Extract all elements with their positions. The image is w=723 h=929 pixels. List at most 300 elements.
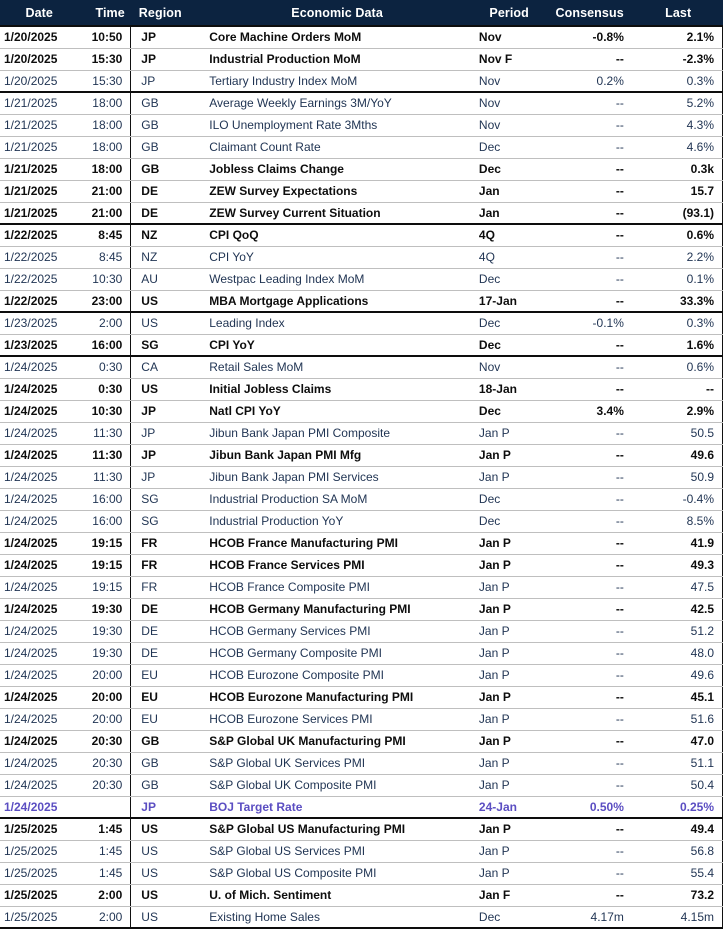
cell-region: DE [131,202,201,224]
cell-economic-data: CPI YoY [201,334,473,356]
cell-last: 47.0 [634,730,723,752]
cell-last: 0.3k [634,158,723,180]
cell-region: FR [131,554,201,576]
cell-date: 1/24/2025 [0,378,78,400]
cell-economic-data: U. of Mich. Sentiment [201,884,473,906]
cell-economic-data: Industrial Production YoY [201,510,473,532]
cell-consensus: -- [545,598,634,620]
cell-consensus: -- [545,158,634,180]
cell-time: 1:45 [78,818,130,840]
cell-date: 1/25/2025 [0,884,78,906]
cell-date: 1/24/2025 [0,752,78,774]
cell-last: 0.6% [634,224,723,246]
cell-last: 2.9% [634,400,723,422]
cell-consensus: -0.1% [545,312,634,334]
cell-period: Nov [473,70,545,92]
cell-region: US [131,862,201,884]
cell-consensus: -- [545,268,634,290]
cell-economic-data: BOJ Target Rate [201,796,473,818]
table-row[interactable] [0,466,723,488]
table-row[interactable] [0,884,723,906]
table-row[interactable] [0,752,723,774]
cell-consensus: -- [545,884,634,906]
cell-time: 11:30 [78,422,130,444]
cell-time: 16:00 [78,510,130,532]
cell-region: GB [131,114,201,136]
cell-date: 1/22/2025 [0,268,78,290]
cell-last: 50.9 [634,466,723,488]
cell-consensus: -- [545,576,634,598]
cell-region: US [131,312,201,334]
cell-last: 49.6 [634,444,723,466]
table-row[interactable] [0,554,723,576]
cell-last: 0.3% [634,312,723,334]
cell-date: 1/24/2025 [0,444,78,466]
cell-region: US [131,840,201,862]
table-row[interactable] [0,224,723,246]
cell-date: 1/24/2025 [0,664,78,686]
cell-last: -2.3% [634,48,723,70]
table-row[interactable] [0,378,723,400]
table-row[interactable] [0,268,723,290]
cell-economic-data: Retail Sales MoM [201,356,473,378]
cell-period: 24-Jan [473,796,545,818]
cell-last: 73.2 [634,884,723,906]
table-row[interactable] [0,48,723,70]
cell-economic-data: Existing Home Sales [201,906,473,928]
table-row[interactable] [0,532,723,554]
cell-consensus: -- [545,290,634,312]
cell-consensus: -- [545,180,634,202]
cell-region: SG [131,510,201,532]
cell-last: 42.5 [634,598,723,620]
table-row[interactable] [0,202,723,224]
cell-consensus: -- [545,48,634,70]
table-row[interactable] [0,400,723,422]
cell-period: Dec [473,136,545,158]
cell-period: Jan P [473,466,545,488]
cell-economic-data: Claimant Count Rate [201,136,473,158]
table-row[interactable] [0,664,723,686]
table-row[interactable] [0,334,723,356]
cell-last: 0.3% [634,70,723,92]
cell-economic-data: S&P Global UK Composite PMI [201,774,473,796]
cell-consensus: 3.4% [545,400,634,422]
cell-time: 0:30 [78,356,130,378]
cell-consensus: -- [545,378,634,400]
cell-time: 11:30 [78,444,130,466]
cell-last: 50.5 [634,422,723,444]
cell-economic-data: Westpac Leading Index MoM [201,268,473,290]
cell-period: Jan P [473,686,545,708]
table-row[interactable] [0,158,723,180]
cell-consensus: -- [545,708,634,730]
cell-consensus: -- [545,466,634,488]
cell-economic-data: S&P Global US Services PMI [201,840,473,862]
cell-time: 15:30 [78,70,130,92]
cell-date: 1/22/2025 [0,224,78,246]
cell-region: NZ [131,224,201,246]
cell-last: 4.15m [634,906,723,928]
cell-region: US [131,884,201,906]
cell-time: 19:30 [78,642,130,664]
cell-time: 20:00 [78,708,130,730]
cell-period: Jan P [473,730,545,752]
cell-consensus: -- [545,730,634,752]
cell-region: US [131,906,201,928]
cell-date: 1/21/2025 [0,180,78,202]
cell-date: 1/21/2025 [0,136,78,158]
cell-consensus: -0.8% [545,26,634,48]
cell-time: 21:00 [78,180,130,202]
cell-region: DE [131,642,201,664]
cell-last: (93.1) [634,202,723,224]
cell-last: 51.6 [634,708,723,730]
cell-economic-data: HCOB Germany Manufacturing PMI [201,598,473,620]
cell-period: Dec [473,268,545,290]
column-header-consensus[interactable]: Consensus [545,0,634,26]
cell-time: 19:15 [78,554,130,576]
table-row[interactable] [0,70,723,92]
cell-period: Jan P [473,708,545,730]
cell-economic-data: S&P Global US Manufacturing PMI [201,818,473,840]
column-header-time[interactable]: Time [78,0,130,26]
cell-region: SG [131,488,201,510]
cell-consensus: -- [545,862,634,884]
cell-date: 1/20/2025 [0,48,78,70]
cell-consensus: -- [545,136,634,158]
cell-economic-data: S&P Global UK Services PMI [201,752,473,774]
cell-period: Jan P [473,862,545,884]
cell-period: Jan P [473,774,545,796]
cell-last: 51.2 [634,620,723,642]
cell-time: 20:00 [78,664,130,686]
cell-region: GB [131,774,201,796]
column-header-region[interactable]: Region [131,0,201,26]
cell-consensus: -- [545,92,634,114]
cell-date: 1/24/2025 [0,774,78,796]
table-row[interactable] [0,422,723,444]
cell-economic-data: HCOB Eurozone Manufacturing PMI [201,686,473,708]
cell-date: 1/24/2025 [0,466,78,488]
table-row[interactable] [0,708,723,730]
column-header-date[interactable]: Date [0,0,78,26]
cell-last: 50.4 [634,774,723,796]
cell-date: 1/24/2025 [0,488,78,510]
cell-period: Nov [473,26,545,48]
cell-date: 1/24/2025 [0,356,78,378]
cell-region: EU [131,664,201,686]
table-row[interactable] [0,598,723,620]
cell-consensus: -- [545,488,634,510]
cell-date: 1/24/2025 [0,554,78,576]
table-row[interactable] [0,444,723,466]
table-row[interactable] [0,818,723,840]
cell-period: Jan P [473,818,545,840]
cell-time: 23:00 [78,290,130,312]
cell-economic-data: CPI QoQ [201,224,473,246]
cell-region: SG [131,334,201,356]
cell-consensus: -- [545,840,634,862]
cell-consensus: -- [545,246,634,268]
cell-economic-data: Core Machine Orders MoM [201,26,473,48]
cell-consensus: -- [545,224,634,246]
cell-time: 21:00 [78,202,130,224]
cell-date: 1/20/2025 [0,26,78,48]
cell-time: 19:30 [78,598,130,620]
cell-consensus: -- [545,554,634,576]
table-row[interactable] [0,862,723,884]
cell-economic-data: Jobless Claims Change [201,158,473,180]
cell-consensus: -- [545,818,634,840]
cell-economic-data: Tertiary Industry Index MoM [201,70,473,92]
cell-economic-data: ZEW Survey Current Situation [201,202,473,224]
table-row[interactable] [0,840,723,862]
cell-date: 1/24/2025 [0,686,78,708]
cell-period: Dec [473,510,545,532]
cell-economic-data: CPI YoY [201,246,473,268]
cell-date: 1/25/2025 [0,862,78,884]
table-row[interactable] [0,114,723,136]
cell-region: GB [131,158,201,180]
cell-economic-data: MBA Mortgage Applications [201,290,473,312]
cell-last: 0.25% [634,796,723,818]
cell-period: Jan P [473,642,545,664]
cell-last: 45.1 [634,686,723,708]
cell-time: 19:15 [78,532,130,554]
cell-date: 1/23/2025 [0,312,78,334]
cell-last: -- [634,378,723,400]
cell-economic-data: Industrial Production SA MoM [201,488,473,510]
cell-consensus: -- [545,202,634,224]
cell-date: 1/21/2025 [0,202,78,224]
cell-last: 1.6% [634,334,723,356]
cell-economic-data: Average Weekly Earnings 3M/YoY [201,92,473,114]
cell-economic-data: Jibun Bank Japan PMI Mfg [201,444,473,466]
cell-date: 1/22/2025 [0,246,78,268]
cell-region: JP [131,400,201,422]
cell-region: EU [131,686,201,708]
cell-last: -0.4% [634,488,723,510]
cell-date: 1/24/2025 [0,576,78,598]
cell-region: GB [131,136,201,158]
cell-period: Jan P [473,664,545,686]
table-row[interactable] [0,642,723,664]
cell-consensus: -- [545,686,634,708]
cell-region: US [131,818,201,840]
cell-region: DE [131,598,201,620]
cell-last: 55.4 [634,862,723,884]
cell-consensus: -- [545,752,634,774]
cell-last: 2.2% [634,246,723,268]
cell-last: 48.0 [634,642,723,664]
cell-economic-data: HCOB Eurozone Composite PMI [201,664,473,686]
cell-date: 1/24/2025 [0,708,78,730]
cell-economic-data: HCOB France Composite PMI [201,576,473,598]
cell-last: 5.2% [634,92,723,114]
cell-time: 20:30 [78,774,130,796]
cell-date: 1/21/2025 [0,158,78,180]
cell-consensus: -- [545,642,634,664]
table-row[interactable] [0,26,723,48]
cell-consensus: 0.2% [545,70,634,92]
cell-region: JP [131,444,201,466]
cell-region: DE [131,620,201,642]
cell-economic-data: HCOB France Manufacturing PMI [201,532,473,554]
cell-region: GB [131,730,201,752]
cell-period: Nov F [473,48,545,70]
cell-economic-data: Jibun Bank Japan PMI Composite [201,422,473,444]
cell-economic-data: HCOB Germany Services PMI [201,620,473,642]
cell-time: 2:00 [78,312,130,334]
cell-time: 0:30 [78,378,130,400]
table-row[interactable] [0,246,723,268]
cell-time: 2:00 [78,906,130,928]
cell-consensus: -- [545,114,634,136]
table-row[interactable] [0,488,723,510]
cell-period: 4Q [473,224,545,246]
cell-time: 18:00 [78,92,130,114]
cell-economic-data: ZEW Survey Expectations [201,180,473,202]
cell-last: 49.3 [634,554,723,576]
cell-date: 1/21/2025 [0,114,78,136]
cell-time: 8:45 [78,224,130,246]
cell-period: Dec [473,400,545,422]
column-header-economic-data[interactable]: Economic Data [201,0,473,26]
table-row[interactable] [0,796,723,818]
table-row[interactable] [0,730,723,752]
cell-last: 49.4 [634,818,723,840]
table-row[interactable] [0,510,723,532]
cell-region: JP [131,70,201,92]
cell-last: 49.6 [634,664,723,686]
cell-time [78,796,130,818]
column-header-last[interactable]: Last [634,0,723,26]
cell-consensus: 0.50% [545,796,634,818]
cell-consensus: -- [545,356,634,378]
cell-date: 1/21/2025 [0,92,78,114]
cell-time: 19:30 [78,620,130,642]
cell-time: 18:00 [78,114,130,136]
cell-date: 1/25/2025 [0,840,78,862]
cell-region: DE [131,180,201,202]
cell-date: 1/24/2025 [0,620,78,642]
cell-consensus: -- [545,510,634,532]
table-row[interactable] [0,92,723,114]
cell-consensus: -- [545,664,634,686]
cell-last: 33.3% [634,290,723,312]
table-body [0,26,723,928]
cell-economic-data: S&P Global UK Manufacturing PMI [201,730,473,752]
cell-time: 20:30 [78,752,130,774]
cell-economic-data: Industrial Production MoM [201,48,473,70]
cell-economic-data: HCOB France Services PMI [201,554,473,576]
table-row[interactable] [0,686,723,708]
cell-date: 1/23/2025 [0,334,78,356]
cell-period: Dec [473,334,545,356]
cell-period: Jan P [473,752,545,774]
cell-period: Jan [473,180,545,202]
cell-consensus: -- [545,532,634,554]
cell-last: 4.3% [634,114,723,136]
table-header [0,0,723,26]
cell-period: Jan P [473,840,545,862]
cell-last: 51.1 [634,752,723,774]
cell-date: 1/20/2025 [0,70,78,92]
cell-region: US [131,378,201,400]
cell-period: Dec [473,158,545,180]
cell-economic-data: Leading Index [201,312,473,334]
cell-region: FR [131,576,201,598]
cell-region: EU [131,708,201,730]
column-header-period[interactable]: Period [473,0,545,26]
cell-time: 15:30 [78,48,130,70]
cell-last: 47.5 [634,576,723,598]
cell-period: 18-Jan [473,378,545,400]
cell-time: 1:45 [78,862,130,884]
table-row[interactable] [0,774,723,796]
cell-period: Nov [473,92,545,114]
cell-time: 18:00 [78,158,130,180]
table-row[interactable] [0,312,723,334]
cell-time: 2:00 [78,884,130,906]
cell-time: 10:30 [78,400,130,422]
cell-consensus: -- [545,422,634,444]
cell-region: US [131,290,201,312]
cell-region: JP [131,796,201,818]
cell-region: JP [131,466,201,488]
cell-consensus: -- [545,774,634,796]
cell-economic-data: Initial Jobless Claims [201,378,473,400]
cell-consensus: 4.17m [545,906,634,928]
cell-date: 1/24/2025 [0,642,78,664]
cell-time: 10:50 [78,26,130,48]
table-row[interactable] [0,290,723,312]
cell-date: 1/24/2025 [0,598,78,620]
cell-last: 56.8 [634,840,723,862]
cell-last: 2.1% [634,26,723,48]
cell-time: 11:30 [78,466,130,488]
cell-region: CA [131,356,201,378]
cell-date: 1/24/2025 [0,510,78,532]
table-row[interactable] [0,180,723,202]
table-row[interactable] [0,356,723,378]
cell-period: 4Q [473,246,545,268]
cell-time: 19:15 [78,576,130,598]
table-row[interactable] [0,576,723,598]
cell-period: Dec [473,488,545,510]
table-row[interactable] [0,136,723,158]
cell-period: Dec [473,906,545,928]
cell-period: Jan P [473,554,545,576]
cell-last: 0.6% [634,356,723,378]
cell-period: Jan P [473,576,545,598]
cell-date: 1/24/2025 [0,400,78,422]
cell-region: JP [131,48,201,70]
cell-date: 1/24/2025 [0,422,78,444]
cell-period: Jan P [473,620,545,642]
cell-last: 41.9 [634,532,723,554]
cell-date: 1/22/2025 [0,290,78,312]
cell-date: 1/25/2025 [0,818,78,840]
cell-economic-data: Jibun Bank Japan PMI Services [201,466,473,488]
table-row[interactable] [0,620,723,642]
cell-consensus: -- [545,444,634,466]
cell-time: 16:00 [78,334,130,356]
table-header-row [0,0,723,26]
cell-time: 20:30 [78,730,130,752]
table-row[interactable] [0,906,723,928]
